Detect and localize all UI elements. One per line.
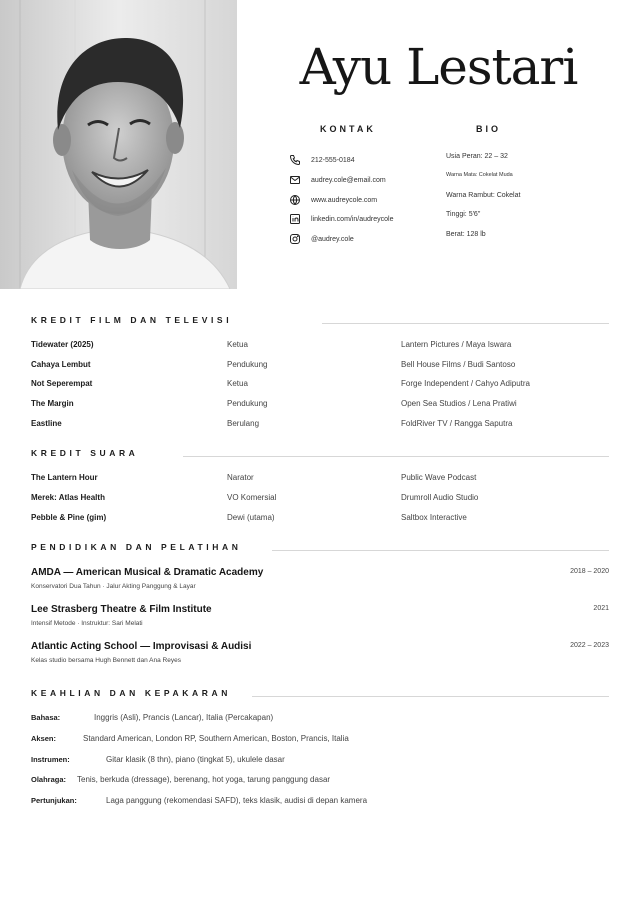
film-credit-row xyxy=(31,399,611,413)
skill-value: Gitar klasik (8 thn), piano (tingkat 5), ukulele dasar xyxy=(106,755,285,764)
school-name: Lee Strasberg Theatre & Film Institute xyxy=(31,604,212,615)
bio-eye-color: Warna Mata: Cokelat Muda xyxy=(446,172,513,178)
film-credit-row xyxy=(31,360,611,374)
contact-phone-text: 212-555-0184 xyxy=(311,156,355,164)
skill-row-sports xyxy=(31,775,611,787)
education-item xyxy=(31,567,609,590)
contact-linkedin-text: linkedin.com/in/audreycole xyxy=(311,215,394,223)
portrait-image xyxy=(0,0,237,289)
skill-label: Olahraga: xyxy=(31,775,67,784)
credit-role: Pendukung xyxy=(227,399,268,408)
credit-company: Saltbox Interactive xyxy=(401,513,467,522)
section-divider xyxy=(252,696,609,697)
credit-company: Bell House Films / Budi Santoso xyxy=(401,360,516,369)
credit-role: Dewi (utama) xyxy=(227,513,275,522)
education-heading: PENDIDIKAN DAN PELATIHAN xyxy=(31,542,242,552)
contact-phone[interactable] xyxy=(289,153,355,167)
skill-value: Standard American, London RP, Southern American, Boston, Prancis, Italia xyxy=(83,734,349,743)
contact-email-text: audrey.cole@email.com xyxy=(311,176,386,184)
education-detail: Konservatori Dua Tahun · Jalur Akting Panggung & Layar xyxy=(31,583,196,590)
phone-icon xyxy=(289,154,301,166)
mail-icon xyxy=(289,174,301,186)
skill-label: Pertunjukan: xyxy=(31,796,77,805)
film-credit-row xyxy=(31,340,611,354)
portrait-photo xyxy=(0,0,237,289)
credit-company: Lantern Pictures / Maya Iswara xyxy=(401,340,512,349)
credit-company: Drumroll Audio Studio xyxy=(401,493,479,502)
contact-heading: KONTAK xyxy=(320,124,376,134)
skill-value: Laga panggung (rekomendasi SAFD), teks klasik, audisi di depan kamera xyxy=(106,796,368,805)
credit-title: Merek: Atlas Health xyxy=(31,493,105,502)
skill-row-performance xyxy=(31,796,611,808)
credit-role: VO Komersial xyxy=(227,493,277,502)
section-divider xyxy=(183,456,609,457)
education-detail: Kelas studio bersama Hugh Bennett dan Ana Reyes xyxy=(31,657,181,664)
credit-title: Pebble & Pine (gim) xyxy=(31,513,107,522)
skill-row-accents xyxy=(31,734,611,746)
credit-company: FoldRiver TV / Rangga Saputra xyxy=(401,419,513,428)
voice-credit-row xyxy=(31,493,611,507)
skill-label: Instrumen: xyxy=(31,755,70,764)
bio-heading: BIO xyxy=(476,124,502,134)
skill-value: Inggris (Asli), Prancis (Lancar), Italia (Percakapan) xyxy=(94,713,274,722)
credit-title: Not Seperempat xyxy=(31,379,93,388)
credit-role: Berulang xyxy=(227,419,260,428)
bio-height: Tinggi: 5'6" xyxy=(446,211,481,218)
section-divider xyxy=(272,550,609,551)
contact-linkedin[interactable] xyxy=(289,212,394,226)
skill-label: Aksen: xyxy=(31,734,57,743)
bio-age-range: Usia Peran: 22 – 32 xyxy=(446,153,508,160)
film-credit-row xyxy=(31,379,611,393)
education-detail: Intensif Metode · Instruktur: Sari Melati xyxy=(31,620,143,627)
credit-company: Forge Independent / Cahyo Adiputra xyxy=(401,379,530,388)
credit-title: Eastline xyxy=(31,419,62,428)
education-item xyxy=(31,604,609,627)
contact-instagram-text: @audrey.cole xyxy=(311,235,354,243)
instagram-icon xyxy=(289,233,301,245)
skill-value: Tenis, berkuda (dressage), berenang, hot yoga, tarung panggung dasar xyxy=(77,775,331,784)
credit-role: Ketua xyxy=(227,379,248,388)
school-name: AMDA — American Musical & Dramatic Academy xyxy=(31,567,264,578)
film-tv-heading: KREDIT FILM DAN TELEVISI xyxy=(31,315,233,325)
credit-title: The Margin xyxy=(31,399,74,408)
film-credit-row xyxy=(31,419,611,433)
section-divider xyxy=(322,323,609,324)
credit-role: Pendukung xyxy=(227,360,268,369)
education-years: 2022 – 2023 xyxy=(570,642,609,649)
bio-weight: Berat: 128 lb xyxy=(446,231,486,238)
skill-row-instruments xyxy=(31,755,611,767)
education-years: 2021 xyxy=(593,605,609,612)
globe-icon xyxy=(289,194,301,206)
voice-heading: KREDIT SUARA xyxy=(31,448,139,458)
voice-credit-row xyxy=(31,513,611,527)
contact-instagram[interactable] xyxy=(289,232,354,246)
education-years: 2018 – 2020 xyxy=(570,568,609,575)
candidate-name: Ayu Lestari xyxy=(299,38,578,96)
credit-title: The Lantern Hour xyxy=(31,473,98,482)
contact-email[interactable] xyxy=(289,173,386,187)
skill-row-languages xyxy=(31,713,611,725)
contact-website-text: www.audreycole.com xyxy=(311,196,378,204)
credit-company: Open Sea Studios / Lena Pratiwi xyxy=(401,399,517,408)
skill-label: Bahasa: xyxy=(31,713,61,722)
voice-credit-row xyxy=(31,473,611,487)
bio-hair-color: Warna Rambut: Cokelat xyxy=(446,192,521,199)
credit-company: Public Wave Podcast xyxy=(401,473,477,482)
credit-title: Cahaya Lembut xyxy=(31,360,91,369)
contact-website[interactable] xyxy=(289,193,377,207)
education-item xyxy=(31,641,609,664)
credit-role: Narator xyxy=(227,473,254,482)
linkedin-icon xyxy=(289,213,301,225)
school-name: Atlantic Acting School — Improvisasi & Audisi xyxy=(31,641,252,652)
skills-heading: KEAHLIAN DAN KEPAKARAN xyxy=(31,688,231,698)
credit-title: Tidewater (2025) xyxy=(31,340,94,349)
credit-role: Ketua xyxy=(227,340,248,349)
